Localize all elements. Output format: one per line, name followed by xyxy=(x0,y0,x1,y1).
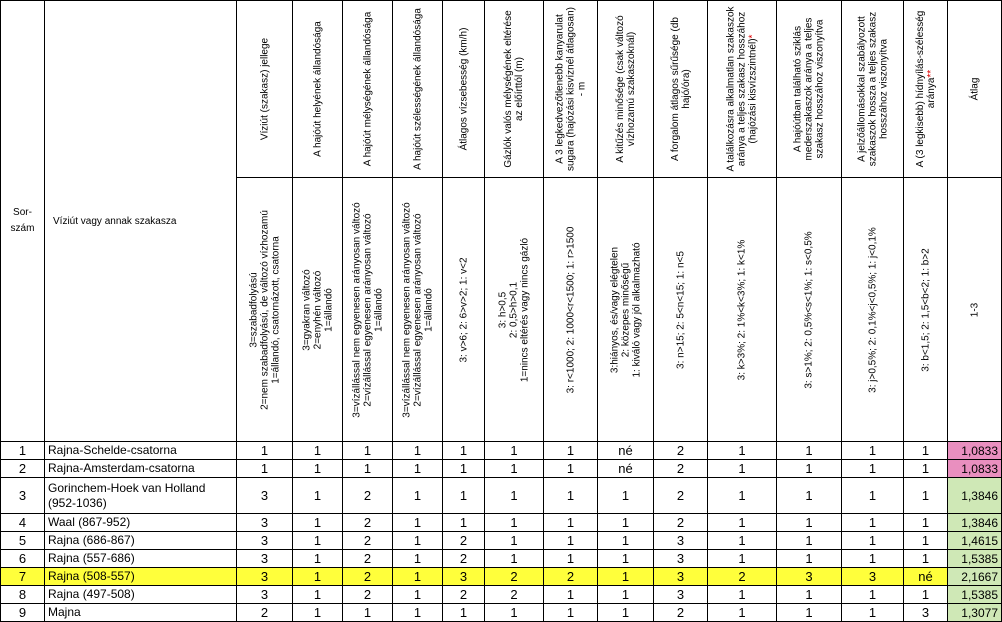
criterion-score: 2 xyxy=(443,586,485,604)
criterion-score: 1 xyxy=(544,514,598,532)
criterion-score: 2 xyxy=(443,550,485,568)
waterway-name: Rajna-Amsterdam-csatorna xyxy=(45,460,237,478)
criterion-score: 1 xyxy=(598,478,654,514)
criterion-score: 2 xyxy=(708,568,777,586)
header-scale-10: 3: k>3%; 2: 1%<k<3%; 1: k<1% xyxy=(708,178,777,442)
header-criterion-11: A hajóútban található sziklás mederszakaszok aránya a teljes szakasz hosszához viszonyítva xyxy=(777,1,842,178)
header-scale-4: 3=vízállással nem egyenesen arányosan változó 2=vízállással egyenesen arányosan változó 1=állandó xyxy=(393,178,443,442)
criterion-score: 2 xyxy=(654,514,708,532)
header-name-col: Víziút vagy annak szakasza xyxy=(45,1,237,442)
criterion-score: 1 xyxy=(708,550,777,568)
average-value: 1,5385 xyxy=(948,586,1002,604)
criterion-score: 1 xyxy=(777,514,842,532)
average-value: 1,3077 xyxy=(948,604,1002,622)
criterion-score: 1 xyxy=(393,514,443,532)
criterion-score: 1 xyxy=(904,442,948,460)
header-criterion-4: A hajóút szélességének állandósága xyxy=(393,1,443,178)
criterion-score: 1 xyxy=(598,586,654,604)
criterion-score: 2 xyxy=(654,442,708,460)
criterion-score: 1 xyxy=(777,532,842,550)
criterion-score: 3 xyxy=(237,478,293,514)
criterion-score: 1 xyxy=(777,442,842,460)
criterion-score: 1 xyxy=(293,532,343,550)
criterion-score: 1 xyxy=(777,550,842,568)
criterion-score: 1 xyxy=(598,568,654,586)
criterion-score: 1 xyxy=(293,568,343,586)
header-criterion-14: Átlag xyxy=(948,1,1002,178)
table-row xyxy=(1,604,1002,622)
table-row xyxy=(1,550,1002,568)
criterion-score: 2 xyxy=(544,568,598,586)
criterion-score: 1 xyxy=(777,460,842,478)
criterion-score: 2 xyxy=(654,604,708,622)
criterion-score: 1 xyxy=(708,442,777,460)
table-row xyxy=(1,586,1002,604)
criterion-score: 1 xyxy=(343,442,393,460)
criterion-score: 2 xyxy=(654,460,708,478)
criterion-score: 1 xyxy=(343,604,393,622)
criterion-score: 1 xyxy=(393,568,443,586)
header-criterion-3: A hajóút mélységének állandósága xyxy=(343,1,393,178)
criterion-score: 1 xyxy=(598,604,654,622)
criterion-score: 1 xyxy=(842,586,904,604)
criterion-score: 3 xyxy=(777,568,842,586)
header-scale-12: 3: j>0,5%; 2: 0,1%<j<0,5%; 1: j<0,1% xyxy=(842,178,904,442)
criterion-score: 1 xyxy=(777,478,842,514)
criterion-score: 1 xyxy=(842,532,904,550)
criterion-score: 1 xyxy=(544,550,598,568)
criterion-score: 2 xyxy=(343,532,393,550)
criterion-score: 1 xyxy=(544,442,598,460)
criterion-score: 3 xyxy=(237,568,293,586)
criterion-score: 1 xyxy=(293,586,343,604)
waterway-name: Rajna-Schelde-csatorna xyxy=(45,442,237,460)
average-value: 1,4615 xyxy=(948,532,1002,550)
criterion-score: 1 xyxy=(842,460,904,478)
criterion-score: 2 xyxy=(343,478,393,514)
criterion-score: 1 xyxy=(237,442,293,460)
criterion-score: 3 xyxy=(237,550,293,568)
criterion-score: 1 xyxy=(485,478,544,514)
criterion-score: 1 xyxy=(598,514,654,532)
criterion-score: 1 xyxy=(842,604,904,622)
row-number: 2 xyxy=(1,460,45,478)
header-scale-2: 3=gyakran változó 2=enyhén változó 1=állandó xyxy=(293,178,343,442)
row-number: 4 xyxy=(1,514,45,532)
criterion-score: 1 xyxy=(842,442,904,460)
criterion-score: 1 xyxy=(443,478,485,514)
footnote-marker: * xyxy=(747,34,759,39)
criterion-score: 2 xyxy=(654,478,708,514)
criterion-score: 2 xyxy=(343,514,393,532)
header-criterion-7: A 3 legkedvezőtlenebb kanyarulat sugara (hajózási kisvíznél átlagosan) - m xyxy=(544,1,598,178)
waterway-name: Rajna (686-867) xyxy=(45,532,237,550)
criterion-score: 3 xyxy=(237,514,293,532)
criterion-score: 1 xyxy=(904,586,948,604)
average-value: 1,0833 xyxy=(948,460,1002,478)
criterion-score: 3 xyxy=(654,532,708,550)
row-number: 5 xyxy=(1,532,45,550)
criterion-score: 1 xyxy=(904,550,948,568)
header-scale-7: 3: r<1000; 2: 1000<r<1500; 1: r>1500 xyxy=(544,178,598,442)
criterion-score: 1 xyxy=(708,532,777,550)
criterion-score: 2 xyxy=(443,532,485,550)
criterion-score: 1 xyxy=(777,604,842,622)
criterion-score: 2 xyxy=(343,550,393,568)
average-value: 1,3846 xyxy=(948,478,1002,514)
criterion-score: 3 xyxy=(237,532,293,550)
criterion-score: 2 xyxy=(485,586,544,604)
criterion-score: 3 xyxy=(904,604,948,622)
header-scale-11: 3: s>1%; 2: 0,5%<s<1%; 1: s<0,5% xyxy=(777,178,842,442)
row-number: 6 xyxy=(1,550,45,568)
criterion-score: né xyxy=(598,460,654,478)
average-value: 1,3846 xyxy=(948,514,1002,532)
row-number: 7 xyxy=(1,568,45,586)
row-number: 1 xyxy=(1,442,45,460)
waterway-name: Majna xyxy=(45,604,237,622)
criterion-score: 1 xyxy=(598,550,654,568)
header-scale-1: 3=szabadfolyású 2=nem szabadfolyású, de változó vízhozamú 1=állandó, csatornázott, csatorna xyxy=(237,178,293,442)
criterion-score: 1 xyxy=(293,514,343,532)
criterion-score: 1 xyxy=(708,478,777,514)
criterion-score: 1 xyxy=(293,478,343,514)
table-row xyxy=(1,442,1002,460)
criterion-score: 3 xyxy=(654,568,708,586)
average-value: 1,0833 xyxy=(948,442,1002,460)
header-criterion-8: A kitűzés minősége (csak változó vízhozamú szakaszoknál) xyxy=(598,1,654,178)
criterion-score: 1 xyxy=(904,514,948,532)
header-scale-14: 1-3 xyxy=(948,178,1002,442)
criterion-score: 3 xyxy=(842,568,904,586)
row-number: 8 xyxy=(1,586,45,604)
table-row xyxy=(1,460,1002,478)
header-scale-9: 3: n>15; 2: 5<n<15; 1: n<5 xyxy=(654,178,708,442)
criterion-score: 1 xyxy=(393,442,443,460)
criterion-score: 1 xyxy=(904,478,948,514)
waterway-name: Gorinchem-Hoek van Holland (952-1036) xyxy=(45,478,237,514)
criterion-score: 1 xyxy=(777,586,842,604)
criterion-score: 1 xyxy=(293,550,343,568)
criterion-score: 1 xyxy=(485,514,544,532)
table-row xyxy=(1,568,1002,586)
criterion-score: 1 xyxy=(443,604,485,622)
criterion-score: 1 xyxy=(708,586,777,604)
criterion-score: 2 xyxy=(343,568,393,586)
header-criterion-12: A jelzőállomásokkal szabályozott szakaszok hossza a teljes szakasz hosszához viszonyítva xyxy=(842,1,904,178)
footnote-marker: ** xyxy=(925,69,937,78)
criterion-score: 1 xyxy=(237,460,293,478)
table-row xyxy=(1,478,1002,514)
criterion-score: 1 xyxy=(393,586,443,604)
criterion-score: 1 xyxy=(443,460,485,478)
criterion-score: 1 xyxy=(293,604,343,622)
criterion-score: 1 xyxy=(842,478,904,514)
criterion-score: 1 xyxy=(293,460,343,478)
criterion-score: 2 xyxy=(343,586,393,604)
waterway-name: Rajna (508-557) xyxy=(45,568,237,586)
criterion-score: 1 xyxy=(393,550,443,568)
criterion-score: 1 xyxy=(393,478,443,514)
criterion-score: né xyxy=(904,568,948,586)
header-scale-6: 3: h>0,5 2: 0,5>h>0,1 1=nincs eltérés vagy nincs gázló xyxy=(485,178,544,442)
table-row xyxy=(1,532,1002,550)
criterion-score: 1 xyxy=(708,604,777,622)
criterion-score: 1 xyxy=(842,550,904,568)
header-criterion-13: A (3 legkisebb) hídnyílás-szélesség aránya** xyxy=(904,1,948,178)
criterion-score: 1 xyxy=(708,514,777,532)
row-number: 3 xyxy=(1,478,45,514)
header-criterion-2: A hajóút helyének állandósága xyxy=(293,1,343,178)
criterion-score: 1 xyxy=(485,550,544,568)
waterway-name: Waal (867-952) xyxy=(45,514,237,532)
criterion-score: 1 xyxy=(393,460,443,478)
header-scale-3: 3=vízállással nem egyenesen arányosan változó 2=vízállással egyenesen arányosan változó 1=állandó xyxy=(343,178,393,442)
row-number: 9 xyxy=(1,604,45,622)
criterion-score: 1 xyxy=(544,460,598,478)
criterion-score: 2 xyxy=(485,568,544,586)
average-value: 2,1667 xyxy=(948,568,1002,586)
criterion-score: 1 xyxy=(544,604,598,622)
criterion-score: né xyxy=(598,442,654,460)
header-criterion-5: Átlagos vízsebesség (km/h) xyxy=(443,1,485,178)
header-criterion-1: Víziút (szakasz) jellege xyxy=(237,1,293,178)
header-scale-5: 3: v>6; 2: 6>v>2; 1: v<2 xyxy=(443,178,485,442)
criterion-score: 3 xyxy=(443,568,485,586)
criterion-score: 1 xyxy=(443,514,485,532)
criterion-score: 1 xyxy=(485,604,544,622)
criterion-score: 1 xyxy=(544,532,598,550)
criterion-score: 1 xyxy=(443,442,485,460)
criterion-score: 1 xyxy=(343,460,393,478)
criterion-score: 1 xyxy=(393,604,443,622)
criterion-score: 1 xyxy=(485,460,544,478)
waterway-name: Rajna (497-508) xyxy=(45,586,237,604)
criterion-score: 1 xyxy=(544,586,598,604)
criterion-score: 1 xyxy=(842,514,904,532)
criterion-score: 3 xyxy=(237,586,293,604)
table-row xyxy=(1,514,1002,532)
criterion-score: 3 xyxy=(654,586,708,604)
criterion-score: 1 xyxy=(293,442,343,460)
criterion-score: 1 xyxy=(393,532,443,550)
header-criterion-10: A találkozásra alkalmatlan szakaszok aránya a teljes szakasz hosszához (hajózási kisvízszintnél)* xyxy=(708,1,777,178)
criterion-score: 1 xyxy=(904,532,948,550)
criterion-score: 3 xyxy=(654,550,708,568)
header-criterion-6: Gázlók valós mélységének eltérése az előírttól (m) xyxy=(485,1,544,178)
criterion-score: 1 xyxy=(708,460,777,478)
header-criterion-9: A forgalom átlagos sűrűsége (db hajó/óra) xyxy=(654,1,708,178)
average-value: 1,5385 xyxy=(948,550,1002,568)
header-scale-13: 3: b<1,5; 2: 1,5<b<2; 1: b>2 xyxy=(904,178,948,442)
criterion-score: 2 xyxy=(237,604,293,622)
criterion-score: 1 xyxy=(598,532,654,550)
criterion-score: 1 xyxy=(485,442,544,460)
header-scale-8: 3:hiányos, és/vagy elégtelen 2: közepes minőségű 1: kiváló vagy jól alkalmazható xyxy=(598,178,654,442)
criterion-score: 1 xyxy=(544,478,598,514)
waterway-name: Rajna (557-686) xyxy=(45,550,237,568)
header-sorszam: Sor- szám xyxy=(1,1,45,442)
criterion-score: 1 xyxy=(904,460,948,478)
criterion-score: 1 xyxy=(485,532,544,550)
